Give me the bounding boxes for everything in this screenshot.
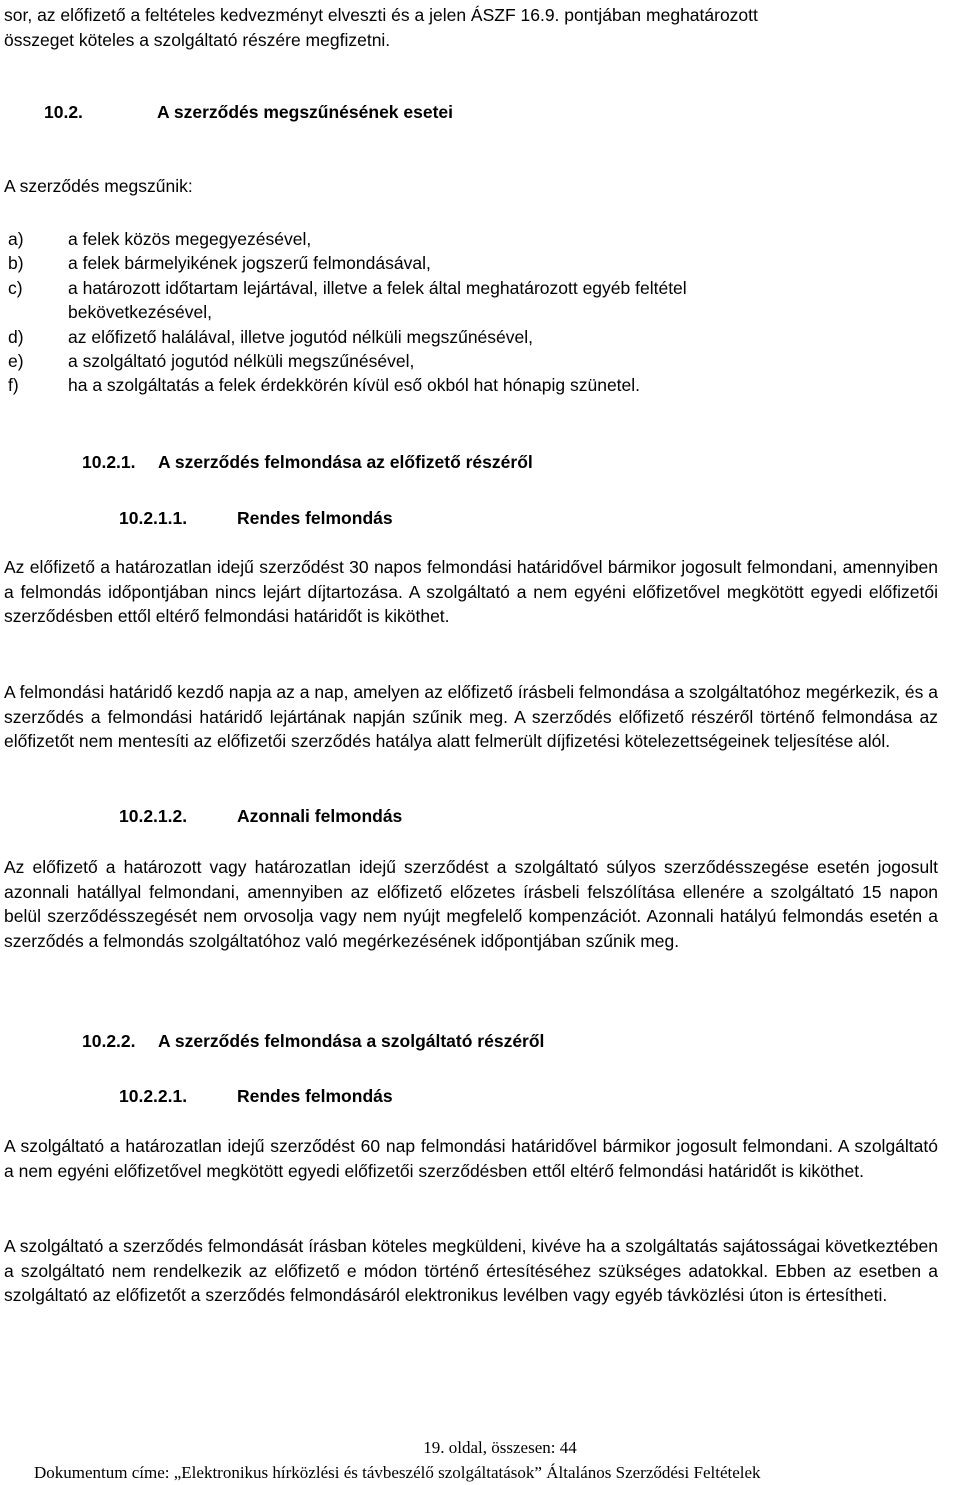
list-item-text: a szolgáltató jogutód nélküli megszűnésével, [68,351,415,371]
section-10-2-2-number: 10.2.2. [82,1031,136,1051]
paragraph: A szolgáltató a határozatlan idejű szerződést 60 nap felmondási határidővel bármikor jogosult felmondani. A szolgáltató a nem egyéni előfizetővel megkötött egyedi előfizetői szerződésben ettől eltérő felmondási határidőt is kiköthet. [4,1136,938,1181]
section-10-2-number: 10.2. [44,102,83,122]
list-item [4,325,904,349]
section-10-2-2-title: A szerződés felmondása a szolgáltató részéről [158,1031,545,1051]
paragraph: Az előfizető a határozatlan idejű szerződést 30 napos felmondási határidővel bármikor jogosult felmondani, amennyiben a felmondás időpontjában nincs lejárt díjtartozása. A szolgáltató a nem egyéni előfizetővel megkötött egyedi előfizetői szerződésben ettől eltérő felmondási határidőt is kiköthet. [4,557,938,626]
list-item-text: az előfizető halálával, illetve jogutód nélküli megszűnésével, [68,327,533,347]
list-item [4,349,904,373]
paragraph: A felmondási határidő kezdő napja az a nap, amelyen az előfizető írásbeli felmondása a szolgáltatóhoz megérkezik, és a szerződés a felmondási határidő lejártának napján szűnik meg. A szerződés előfizető részéről történő felmondása az előfizetőt nem mentesíti az előfizetői szerződés hatálya alatt felmerült díjfizetési kötelezettségeinek teljesítése alól. [4,682,938,751]
footer-document-title: Dokumentum címe: „Elektronikus hírközlési és távbeszélő szolgáltatások” Általános Szerződési Feltételek [34,1463,761,1482]
intro-line-2: összeget köteles a szolgáltató részére megfizetni. [4,30,391,50]
intro-line-1: sor, az előfizető a feltételes kedvezményt elveszti és a jelen ÁSZF 16.9. pontjában meghatározott [4,5,758,25]
section-10-2-1-title: A szerződés felmondása az előfizető részéről [158,452,533,472]
list-item-text-continuation: bekövetkezésével, [68,302,212,322]
list-item-letter: e) [8,351,24,371]
section-10-2-1-2-title: Azonnali felmondás [237,806,403,826]
section-10-2-1-number: 10.2.1. [82,452,136,472]
section-10-2-1-1-title: Rendes felmondás [237,508,393,528]
section-10-2-2-1-title: Rendes felmondás [237,1086,393,1106]
list-item-text: ha a szolgáltatás a felek érdekkörén kívül eső okból hat hónapig szünetel. [68,375,641,395]
list-item-letter: b) [8,253,24,273]
section-10-2-1-1-number: 10.2.1.1. [119,508,188,528]
section-10-2-2-1-number: 10.2.2.1. [119,1086,188,1106]
list-item-text: a felek közös megegyezésével, [68,229,312,249]
section-10-2-lead: A szerződés megszűnik: [4,176,193,196]
list-item [4,276,924,324]
list-item-letter: a) [8,229,24,249]
list-item-letter: f) [8,375,19,395]
list-item [4,251,904,275]
section-10-2-title: A szerződés megszűnésének esetei [157,102,454,122]
page-number: 19. oldal, összesen: 44 [423,1438,577,1457]
section-10-2-1-2-number: 10.2.1.2. [119,806,188,826]
list-item-text: a határozott időtartam lejártával, illetve a felek által meghatározott egyéb feltétel [68,278,687,298]
list-item-text: a felek bármelyikének jogszerű felmondásával, [68,253,431,273]
list-item-letter: c) [8,278,23,298]
paragraph: A szolgáltató a szerződés felmondását írásban köteles megküldeni, kivéve ha a szolgáltatás sajátosságai következtében a szolgáltató nem rendelkezik az előfizető e módon történő értesítéséhez szükséges adatokkal. Ebben az esetben a szolgáltató az előfizetőt a szerződés felmondásáról elektronikus levélben vagy egyéb távközlési úton is értesítheti. [4,1236,938,1305]
paragraph: Az előfizető a határozott vagy határozatlan idejű szerződést a szolgáltató súlyos szerződésszegése esetén jogosult azonnali hatállyal felmondani, amennyiben az előfizető előzetes írásbeli felszólítása ellenére a szolgáltató 15 napon belül szerződésszegését nem orvosolja vagy nem nyújt megfelelő kompenzációt. Azonnali hatályú felmondás esetén a szerződés a felmondás szolgáltatóhoz való megérkezésének időpontjában szűnik meg. [4,857,938,951]
list-item [4,227,904,251]
list-item [4,373,904,397]
list-item-letter: d) [8,327,24,347]
